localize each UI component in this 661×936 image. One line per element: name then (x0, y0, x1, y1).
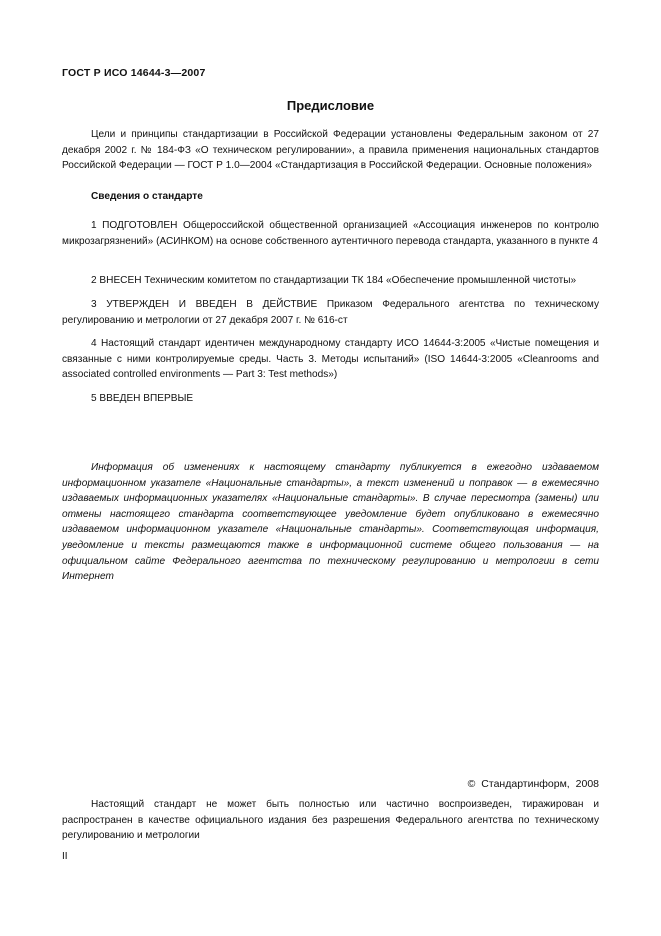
page-title: Предисловие (286, 98, 375, 113)
intro-paragraph: Цели и принципы стандартизации в Российской Федерации установлены Федеральным законом от 27 декабря 2002 г. № 184-ФЗ «О техническом регулировании», а правила применения национальных стандартов Российской Федерации — ГОСТ Р 1.0—2004 «Стандартизация в Российской Федерации. Основные положения» (62, 129, 599, 172)
item-5-first-introduced: 5 ВВЕДЕН ВПЕРВЫЕ (91, 393, 194, 404)
item-3-approved: 3 УТВЕРЖДЕН И ВВЕДЕН В ДЕЙСТВИЕ Приказом Федерального агентства по техническому регулированию и метрологии от 27 декабря 2007 г. № 616-ст (62, 299, 599, 326)
page-number: II (62, 851, 68, 862)
copyright-line: © Стандартинформ, 2008 (467, 778, 599, 790)
item-2-submitted: 2 ВНЕСЕН Техническим комитетом по стандартизации ТК 184 «Обеспечение промышленной чистоты» (91, 275, 577, 286)
changes-notice: Информация об изменениях к настоящему стандарту публикуется в ежегодно издаваемом информационном указателе «Национальные стандарты», а текст изменений и поправок — в ежемесячно издаваемых информационных указателях «Национальные стандарты». В случае пересмотра (замены) или отмены настоящего стандарта соответствующее уведомление будет опубликовано в ежемесячно издаваемом информационном указателе «Национальные стандарты». Соответствующая информация, уведомление и тексты размещаются также в информационной системе общего пользования — на официальном сайте Федерального агентства по техническому регулированию и метрологии в сети Интернет (62, 462, 599, 583)
item-1-prepared: 1 ПОДГОТОВЛЕН Общероссийской общественной организацией «Ассоциация инженеров по контролю микрозагрязнений» (АСИНКОМ) на основе собственного аутентичного перевода стандарта, указанного в пункте 4 (62, 220, 599, 247)
document-code-header: ГОСТ Р ИСО 14644-3—2007 (62, 67, 206, 79)
section-heading: Сведения о стандарте (91, 191, 203, 202)
reproduction-notice: Настоящий стандарт не может быть полностью или частично воспроизведен, тиражирован и распространен в качестве официального издания без разрешения Федерального агентства по техническому регулированию и метрологии (62, 799, 599, 842)
item-4-identical: 4 Настоящий стандарт идентичен международному стандарту ИСО 14644-3:2005 «Чистые помещения и связанные с ними контролируемые среды. Часть 3. Методы испытаний» (ISO 14644-3:2005 «Cleanrooms and associated controlled environments — Part 3: Test methods») (62, 338, 599, 381)
